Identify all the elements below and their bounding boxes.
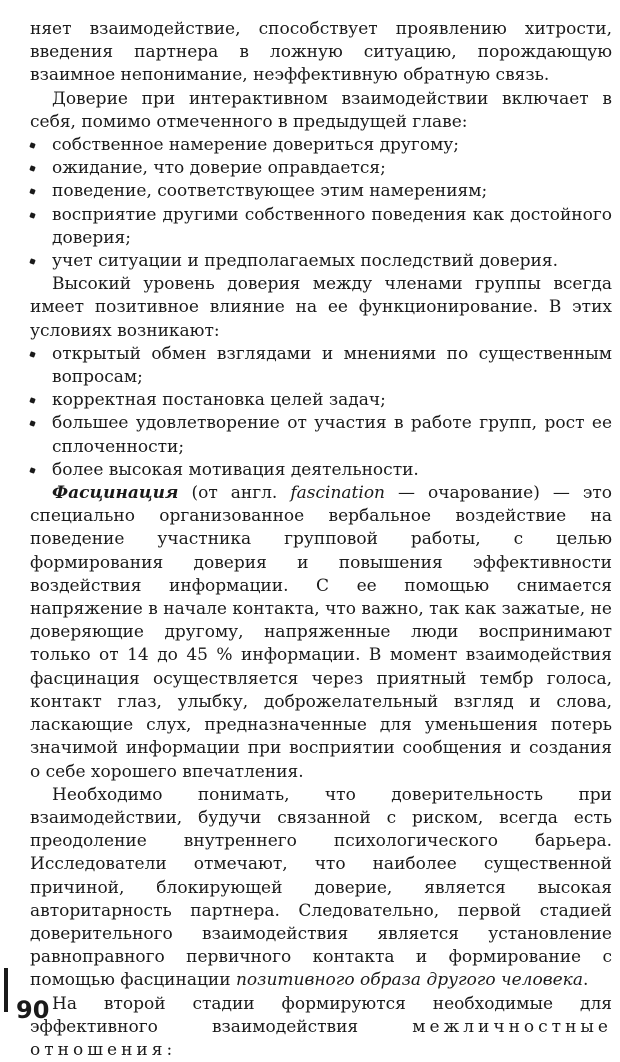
list-item-text: собственное намерение довериться другому;	[52, 135, 460, 156]
bullet-icon	[29, 166, 35, 172]
list-item-text: корректная постановка целей задач;	[52, 390, 386, 411]
bullet-icon	[29, 351, 35, 357]
text-run: .	[582, 970, 589, 991]
high-trust-effects-list	[30, 343, 612, 482]
paragraph-continuation: няет взаимодействие, способствует проявлению хитрости, введения партнера в ложную ситуацию, порождающую взаимное непонимание, неэффективную обратную связь.	[30, 19, 612, 86]
page-number: 90	[16, 996, 50, 1024]
text-run: На второй стадии формируются необходимые для эффективного взаимодействия	[30, 993, 612, 1037]
bullet-icon	[29, 189, 35, 195]
list-item	[30, 250, 612, 273]
list-item-text: более высокая мотивация деятельности.	[52, 459, 419, 480]
italic-phrase: позитивного образа другого человека	[235, 970, 583, 991]
paragraph-trust-barrier	[30, 784, 612, 993]
list-item	[30, 157, 612, 180]
list-item-text: поведение, соответствующее этим намерениям;	[52, 181, 488, 202]
list-item-text: учет ситуации и предполагаемых последствий доверия.	[52, 251, 558, 272]
text-run: (от англ.	[178, 483, 291, 504]
english-term: fascination	[290, 483, 386, 504]
text-run: Необходимо понимать, что доверительность при взаимодействии, будучи связанной с риском, всегда есть преодоление внутреннего психологического барьера. Исследователи отмечают, что наиболее существенной причиной, блокирующей доверие, является высокая авторитарность партнера. Следовательно, первой стадией доверительного взаимодействия является установление равноправного первичного контакта и формирование с помощью фасцинации	[30, 784, 612, 991]
bullet-icon	[29, 421, 35, 427]
paragraph-second-stage	[30, 993, 612, 1062]
list-item	[30, 412, 612, 458]
list-item	[30, 134, 612, 157]
list-item	[30, 204, 612, 250]
bullet-icon	[29, 467, 35, 473]
list-item-text: большее удовлетворение от участия в работе групп, рост ее сплоченности;	[52, 413, 612, 457]
trust-components-list	[30, 134, 612, 273]
list-item	[30, 459, 612, 482]
bullet-icon	[29, 398, 35, 404]
list-item	[30, 343, 612, 389]
page-text	[30, 18, 612, 1062]
list-item-text: открытый обмен взглядами и мнениями по существенным вопросам;	[52, 343, 612, 388]
bullet-icon	[29, 142, 35, 148]
term-fascination: Фасцинация	[52, 483, 179, 504]
margin-bar	[4, 968, 8, 1012]
bullet-icon	[29, 212, 35, 218]
spaced-phrase: межличностные отношения	[30, 1016, 612, 1060]
list-item	[30, 389, 612, 412]
text-run: :	[166, 1039, 173, 1060]
list-item-text: восприятие другими собственного поведения как достойного доверия;	[52, 204, 612, 248]
paragraph-high-trust: Высокий уровень доверия между членами группы всегда имеет позитивное влияние на ее функционирование. В этих условиях возникают:	[30, 274, 612, 341]
list-item-text: ожидание, что доверие оправдается;	[52, 158, 386, 179]
bullet-icon	[29, 258, 35, 264]
paragraph-trust-components: Доверие при интерактивном взаимодействии включает в себя, помимо отмеченного в предыдущей главе:	[30, 88, 612, 132]
paragraph-fascination	[30, 482, 612, 784]
list-item	[30, 180, 612, 203]
text-run: — очарование) — это специально организованное вербальное воздействие на поведение участника групповой работы, с целью формирования доверия и повышения эффективности воздействия информации. С ее помощью снимается напряжение в начале контакта, что важно, так как зажатые, не доверяющие другому, напряженные люди воспринимают только от 14 до 45 % информации. В момент взаимодействия фасцинация осуществляется через приятный тембр голоса, контакт глаз, улыбку, доброжелательный взгляд и слова, ласкающие слух, предназначенные для уменьшения потерь значимой информации при восприятии сообщения и создания о себе хорошего впечатления.	[30, 483, 613, 782]
